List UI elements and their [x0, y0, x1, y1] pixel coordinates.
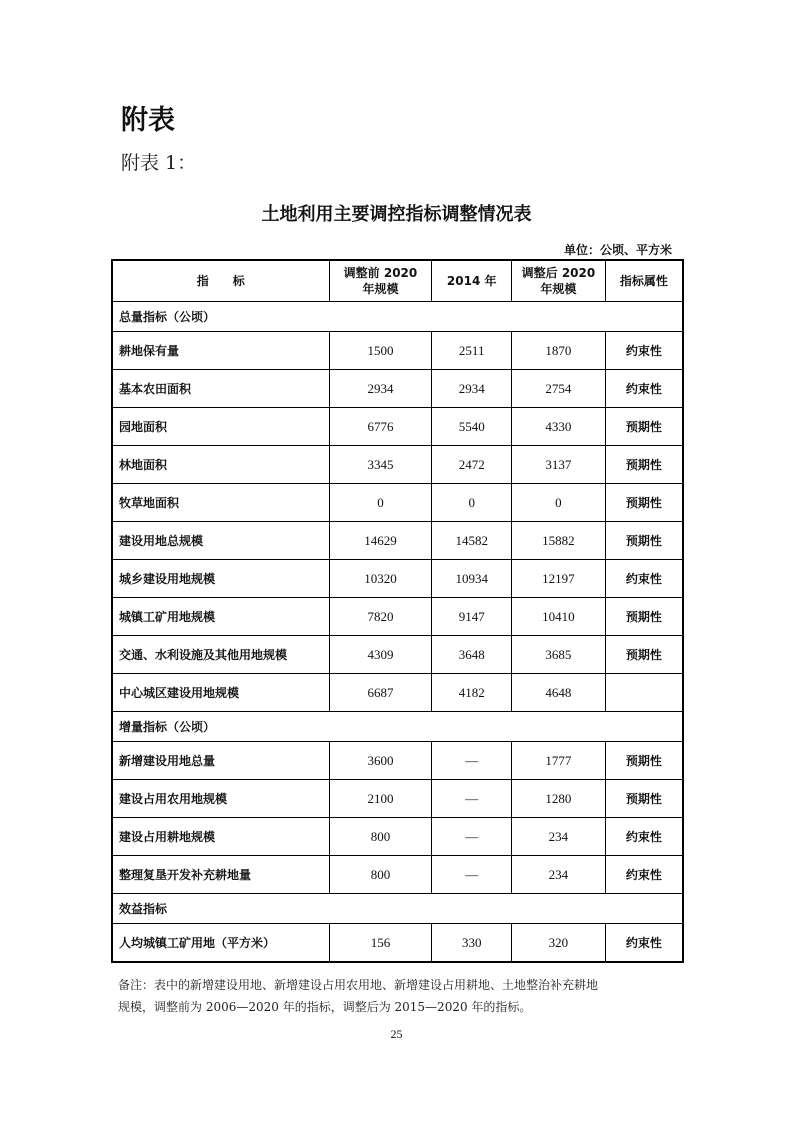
attribute-cell — [605, 674, 683, 712]
before-2020-cell: 2100 — [329, 780, 432, 818]
appendix-heading: 附表 — [121, 105, 175, 136]
before-2020-cell: 7820 — [329, 598, 432, 636]
note-line-2: 规模，调整前为 2006—2020 年的指标，调整后为 2015—2020 年的指标。 — [118, 1000, 532, 1014]
header-after-2020: 调整后 2020 年规模 — [512, 260, 606, 302]
section-row — [112, 712, 683, 742]
value-2014-cell: 9147 — [432, 598, 512, 636]
indicator-name-cell: 中心城区建设用地规模 — [112, 674, 329, 712]
indicator-name-cell: 林地面积 — [112, 446, 329, 484]
indicator-table — [111, 259, 684, 963]
attribute-cell: 约束性 — [605, 560, 683, 598]
value-2014-cell: 10934 — [432, 560, 512, 598]
before-2020-cell: 156 — [329, 924, 432, 963]
table-row — [112, 598, 683, 636]
attribute-cell: 预期性 — [605, 522, 683, 560]
after-2020-cell: 1870 — [512, 332, 606, 370]
indicator-name-cell: 基本农田面积 — [112, 370, 329, 408]
attribute-cell: 预期性 — [605, 408, 683, 446]
indicator-name-cell: 耕地保有量 — [112, 332, 329, 370]
after-2020-cell: 12197 — [512, 560, 606, 598]
header-attribute: 指标属性 — [605, 260, 683, 302]
section-title: 总量指标（公顷） — [112, 302, 683, 332]
indicator-name-cell: 园地面积 — [112, 408, 329, 446]
value-2014-cell: 3648 — [432, 636, 512, 674]
value-2014-cell: — — [432, 780, 512, 818]
header-2014: 2014 年 — [432, 260, 512, 302]
table-row — [112, 924, 683, 963]
after-2020-cell: 234 — [512, 818, 606, 856]
attribute-cell: 预期性 — [605, 780, 683, 818]
value-2014-cell: 2511 — [432, 332, 512, 370]
indicator-name-cell: 人均城镇工矿用地（平方米） — [112, 924, 329, 963]
before-2020-cell: 6687 — [329, 674, 432, 712]
attribute-cell: 约束性 — [605, 924, 683, 963]
value-2014-cell: 2934 — [432, 370, 512, 408]
table-row — [112, 856, 683, 894]
unit-label: 单位：公顷、平方米 — [563, 243, 672, 257]
value-2014-cell: 0 — [432, 484, 512, 522]
table-row — [112, 818, 683, 856]
before-2020-cell: 14629 — [329, 522, 432, 560]
table-row — [112, 446, 683, 484]
table-row — [112, 484, 683, 522]
indicator-name-cell: 建设占用农用地规模 — [112, 780, 329, 818]
after-2020-cell: 2754 — [512, 370, 606, 408]
value-2014-cell: 5540 — [432, 408, 512, 446]
indicator-name-cell: 建设占用耕地规模 — [112, 818, 329, 856]
indicator-name-cell: 牧草地面积 — [112, 484, 329, 522]
before-2020-cell: 1500 — [329, 332, 432, 370]
header-indicator: 指 标 — [112, 260, 329, 302]
value-2014-cell: 330 — [432, 924, 512, 963]
after-2020-cell: 1280 — [512, 780, 606, 818]
after-2020-cell: 4648 — [512, 674, 606, 712]
attribute-cell: 约束性 — [605, 332, 683, 370]
indicator-name-cell: 新增建设用地总量 — [112, 742, 329, 780]
section-title: 效益指标 — [112, 894, 683, 924]
after-2020-cell: 0 — [512, 484, 606, 522]
before-2020-cell: 0 — [329, 484, 432, 522]
header-before-2020: 调整前 2020 年规模 — [329, 260, 432, 302]
indicator-name-cell: 建设用地总规模 — [112, 522, 329, 560]
value-2014-cell: 14582 — [432, 522, 512, 560]
attribute-cell: 预期性 — [605, 636, 683, 674]
table-header-row — [112, 260, 683, 302]
after-2020-cell: 3685 — [512, 636, 606, 674]
attribute-cell: 约束性 — [605, 856, 683, 894]
attribute-cell: 约束性 — [605, 370, 683, 408]
indicator-name-cell: 整理复垦开发补充耕地量 — [112, 856, 329, 894]
table-row — [112, 332, 683, 370]
after-2020-cell: 320 — [512, 924, 606, 963]
before-2020-cell: 3345 — [329, 446, 432, 484]
indicator-name-cell: 交通、水利设施及其他用地规模 — [112, 636, 329, 674]
table-title: 土地利用主要调控指标调整情况表 — [261, 204, 532, 225]
after-2020-cell: 234 — [512, 856, 606, 894]
indicator-name-cell: 城镇工矿用地规模 — [112, 598, 329, 636]
after-2020-cell: 4330 — [512, 408, 606, 446]
table-row — [112, 780, 683, 818]
after-2020-cell: 1777 — [512, 742, 606, 780]
page-number: 25 — [390, 1027, 403, 1041]
value-2014-cell: 4182 — [432, 674, 512, 712]
attribute-cell: 预期性 — [605, 484, 683, 522]
table-note — [118, 974, 688, 1018]
table-row — [112, 370, 683, 408]
table-row — [112, 674, 683, 712]
value-2014-cell: — — [432, 818, 512, 856]
attribute-cell: 约束性 — [605, 818, 683, 856]
section-title: 增量指标（公顷） — [112, 712, 683, 742]
before-2020-cell: 6776 — [329, 408, 432, 446]
value-2014-cell: 2472 — [432, 446, 512, 484]
table-row — [112, 408, 683, 446]
note-line-1: 备注：表中的新增建设用地、新增建设占用农用地、新增建设占用耕地、土地整治补充耕地 — [118, 978, 599, 992]
after-2020-cell: 3137 — [512, 446, 606, 484]
before-2020-cell: 10320 — [329, 560, 432, 598]
before-2020-cell: 800 — [329, 818, 432, 856]
attribute-cell: 预期性 — [605, 742, 683, 780]
after-2020-cell: 15882 — [512, 522, 606, 560]
before-2020-cell: 3600 — [329, 742, 432, 780]
table-row — [112, 560, 683, 598]
after-2020-cell: 10410 — [512, 598, 606, 636]
appendix-subheading: 附表 1： — [121, 152, 197, 174]
table-row — [112, 742, 683, 780]
value-2014-cell: — — [432, 856, 512, 894]
attribute-cell: 预期性 — [605, 598, 683, 636]
attribute-cell: 预期性 — [605, 446, 683, 484]
before-2020-cell: 4309 — [329, 636, 432, 674]
table-row — [112, 522, 683, 560]
section-row — [112, 894, 683, 924]
table-row — [112, 636, 683, 674]
indicator-name-cell: 城乡建设用地规模 — [112, 560, 329, 598]
before-2020-cell: 2934 — [329, 370, 432, 408]
section-row — [112, 302, 683, 332]
value-2014-cell: — — [432, 742, 512, 780]
before-2020-cell: 800 — [329, 856, 432, 894]
